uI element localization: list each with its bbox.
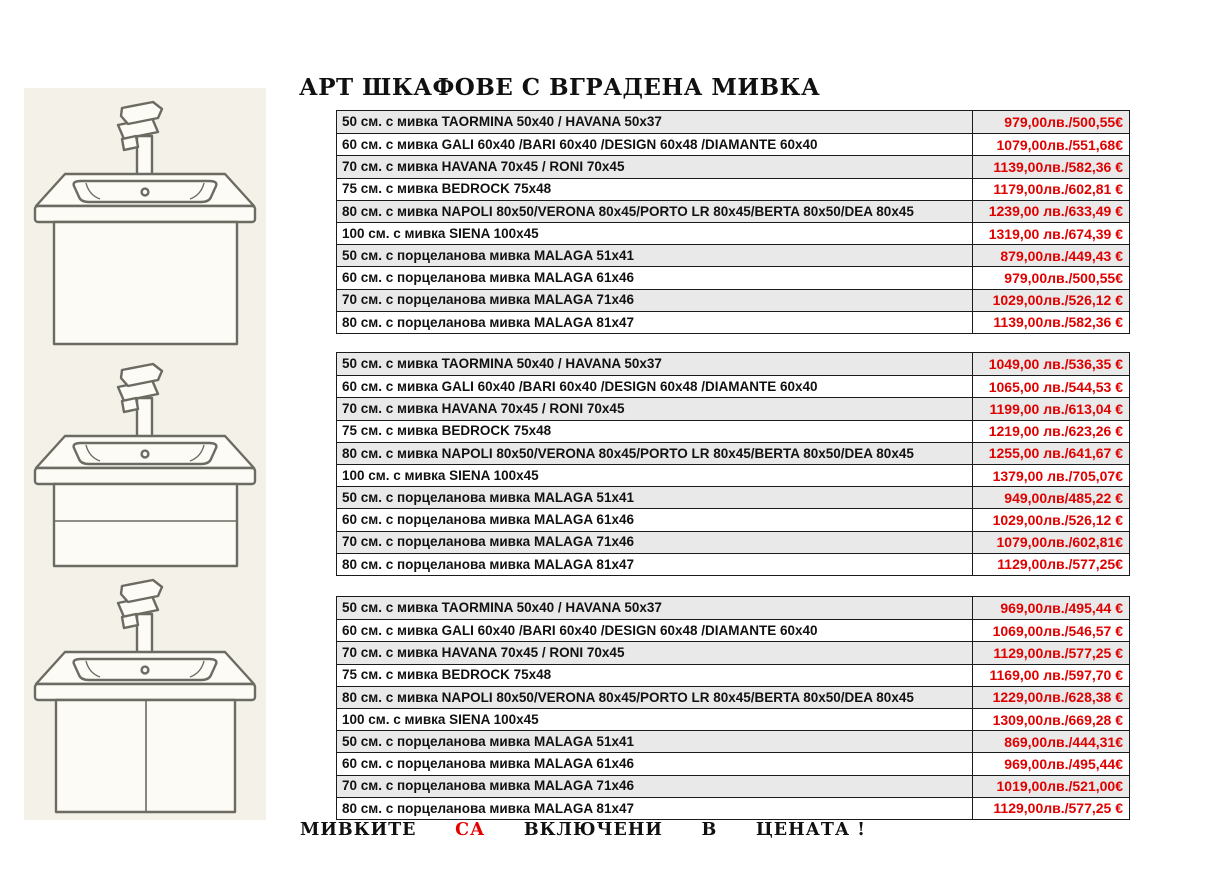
price-value: 1129,00лв./577,25 € — [973, 642, 1129, 663]
product-label: 60 см. с мивка GALI 60x40 /BARI 60x40 /DESIGN 60x48 /DIAMANTE 60x40 — [337, 620, 973, 641]
table-row — [337, 619, 1129, 641]
product-label: 80 см. с порцеланова мивка MALAGA 81x47 — [337, 554, 973, 575]
product-label: 70 см. с мивка HAVANA 70x45 / RONI 70x45 — [337, 398, 973, 419]
product-label: 80 см. с мивка NAPOLI 80x50/VERONA 80x45/PORTO LR 80x45/BERTA 80x50/DEA 80x45 — [337, 201, 973, 222]
price-value: 1179,00лв./602,81 € — [993, 181, 1123, 198]
price-table-2 — [336, 352, 1130, 576]
product-label: 60 см. с порцеланова мивка MALAGA 61x46 — [337, 267, 973, 288]
price-value: 1079,00лв./602,81€ — [973, 532, 1129, 553]
product-label: 80 см. с порцеланова мивка MALAGA 81x47 — [337, 312, 973, 333]
price-value: 1219,00 лв./623,26 € — [988, 423, 1123, 440]
table-row — [337, 797, 1129, 819]
table-row — [337, 686, 1129, 708]
price-value: 869,00лв./444,31€ — [973, 731, 1129, 752]
price-table-3 — [336, 596, 1130, 820]
table-row — [337, 708, 1129, 730]
product-label: 75 см. с мивка BEDROCK 75x48 — [337, 421, 973, 442]
table-row — [337, 553, 1129, 575]
table-row — [337, 442, 1129, 464]
price-value: 949,00лв/485,22 € — [973, 487, 1129, 508]
product-label: 60 см. с порцеланова мивка MALAGA 61x46 — [337, 753, 973, 774]
price-value: 1255,00 лв./641,67 € — [973, 443, 1129, 464]
price-value: 979,00лв./500,55€ — [973, 111, 1129, 133]
table-row — [337, 155, 1129, 177]
price-value: 1199,00 лв./613,04 € — [973, 398, 1129, 419]
price-value: 1319,00 лв./674,39 € — [988, 225, 1123, 242]
product-label: 60 см. с порцеланова мивка MALAGA 61x46 — [337, 509, 973, 530]
price-value: 1049,00 лв./536,35 € — [973, 353, 1129, 375]
table-row — [337, 420, 1129, 442]
price-value: 1019,00лв./521,00€ — [973, 776, 1129, 797]
table-row — [337, 311, 1129, 333]
product-label: 60 см. с мивка GALI 60x40 /BARI 60x40 /DESIGN 60x48 /DIAMANTE 60x40 — [337, 134, 973, 155]
product-label: 60 см. с мивка GALI 60x40 /BARI 60x40 /DESIGN 60x48 /DIAMANTE 60x40 — [337, 376, 973, 397]
footer-word: В — [701, 820, 718, 840]
price-table-1 — [336, 110, 1130, 334]
vanity-sink-illustration — [25, 576, 265, 818]
product-label: 50 см. с мивка TAORMINA 50x40 / HAVANA 50x37 — [337, 353, 973, 375]
table-row — [337, 200, 1129, 222]
footer-word: ВКЛЮЧЕНИ — [523, 820, 663, 840]
cabinet-drawing-two-drawers — [25, 360, 265, 572]
price-value: 969,00лв./495,44€ — [1004, 755, 1123, 772]
footer-word: ЦЕНАТА ! — [755, 820, 866, 840]
product-label: 50 см. с мивка TAORMINA 50x40 / HAVANA 50x37 — [337, 597, 973, 619]
cabinet-drawings-strip — [24, 88, 266, 820]
price-value: 1069,00лв./546,57 € — [992, 622, 1123, 639]
price-value: 1139,00лв./582,36 € — [973, 156, 1129, 177]
product-label: 50 см. с порцеланова мивка MALAGA 51x41 — [337, 245, 973, 266]
table-row — [337, 375, 1129, 397]
product-label: 70 см. с порцеланова мивка MALAGA 71x46 — [337, 532, 973, 553]
table-row — [337, 178, 1129, 200]
table-row — [337, 133, 1129, 155]
product-label: 50 см. с порцеланова мивка MALAGA 51x41 — [337, 487, 973, 508]
product-label: 70 см. с мивка HAVANA 70x45 / RONI 70x45 — [337, 156, 973, 177]
vanity-sink-illustration — [25, 98, 265, 350]
table-row — [337, 111, 1129, 133]
table-row — [337, 775, 1129, 797]
price-value: 1229,00лв./628,38 € — [973, 687, 1129, 708]
product-label: 75 см. с мивка BEDROCK 75x48 — [337, 665, 973, 686]
table-row — [337, 508, 1129, 530]
price-value: 969,00лв./495,44 € — [973, 597, 1129, 619]
table-row — [337, 730, 1129, 752]
table-row — [337, 353, 1129, 375]
table-row — [337, 664, 1129, 686]
table-row — [337, 464, 1129, 486]
product-label: 75 см. с мивка BEDROCK 75x48 — [337, 179, 973, 200]
table-row — [337, 752, 1129, 774]
product-label: 70 см. с мивка HAVANA 70x45 / RONI 70x45 — [337, 642, 973, 663]
price-value: 979,00лв./500,55€ — [1004, 269, 1123, 286]
price-value: 1129,00лв./577,25 € — [993, 800, 1123, 817]
price-value: 1065,00 лв./544,53 € — [988, 378, 1123, 395]
cabinet-drawing-two-doors — [25, 576, 265, 818]
table-row — [337, 531, 1129, 553]
table-row — [337, 266, 1129, 288]
table-row — [337, 397, 1129, 419]
table-row — [337, 486, 1129, 508]
product-label: 70 см. с порцеланова мивка MALAGA 71x46 — [337, 290, 973, 311]
page-title: АРТ ШКАФОВЕ С ВГРАДЕНА МИВКА — [299, 74, 821, 101]
product-label: 50 см. с мивка TAORMINA 50x40 / HAVANA 50x37 — [337, 111, 973, 133]
price-value: 1029,00лв./526,12 € — [973, 290, 1129, 311]
sinks-included-note — [300, 820, 866, 840]
price-value: 1169,00 лв./597,70 € — [989, 667, 1123, 684]
table-row — [337, 289, 1129, 311]
footer-word-highlighted: СА — [455, 820, 486, 840]
price-value: 1029,00лв./526,12 € — [992, 511, 1123, 528]
product-label: 100 см. с мивка SIENA 100x45 — [337, 709, 973, 730]
product-label: 80 см. с порцеланова мивка MALAGA 81x47 — [337, 798, 973, 819]
product-label: 80 см. с мивка NAPOLI 80x50/VERONA 80x45/PORTO LR 80x45/BERTA 80x50/DEA 80x45 — [337, 443, 973, 464]
product-label: 100 см. с мивка SIENA 100x45 — [337, 223, 973, 244]
table-row — [337, 597, 1129, 619]
price-value: 879,00лв./449,43 € — [973, 245, 1129, 266]
footer-word: МИВКИТЕ — [300, 820, 417, 840]
price-value: 1309,00лв./669,28 € — [992, 711, 1123, 728]
price-value: 1379,00 лв./705,07€ — [992, 467, 1123, 484]
product-label: 50 см. с порцеланова мивка MALAGA 51x41 — [337, 731, 973, 752]
price-value: 1129,00лв./577,25€ — [997, 556, 1123, 573]
product-label: 80 см. с мивка NAPOLI 80x50/VERONA 80x45/PORTO LR 80x45/BERTA 80x50/DEA 80x45 — [337, 687, 973, 708]
product-label: 70 см. с порцеланова мивка MALAGA 71x46 — [337, 776, 973, 797]
price-value: 1139,00лв./582,36 € — [993, 314, 1123, 331]
product-label: 100 см. с мивка SIENA 100x45 — [337, 465, 973, 486]
table-row — [337, 641, 1129, 663]
price-value: 1079,00лв./551,68€ — [996, 136, 1123, 153]
cabinet-drawing-single-front — [25, 98, 265, 350]
vanity-sink-illustration — [25, 360, 265, 572]
price-value: 1239,00 лв./633,49 € — [973, 201, 1129, 222]
table-row — [337, 244, 1129, 266]
table-row — [337, 222, 1129, 244]
